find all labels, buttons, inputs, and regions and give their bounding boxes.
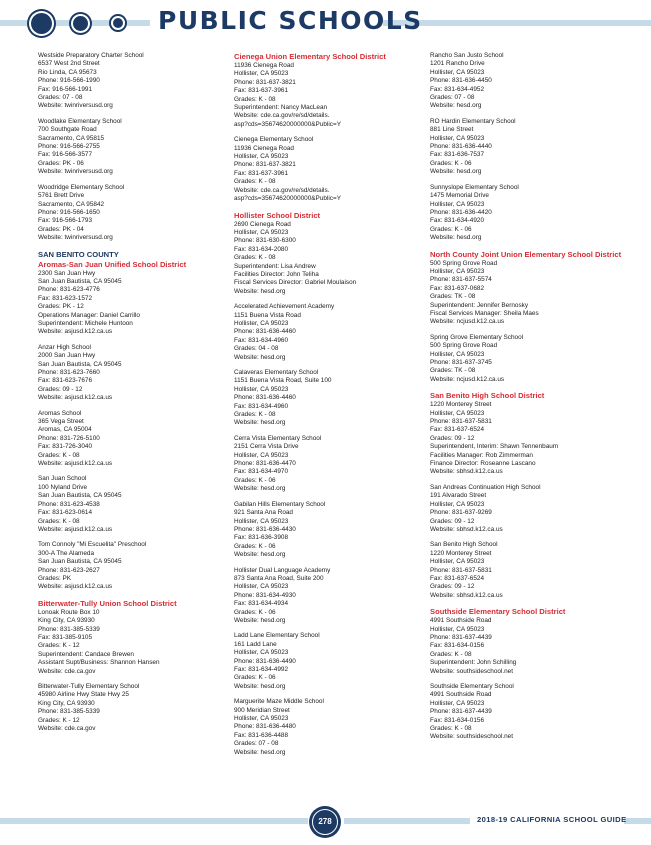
entry-line: Grades: K - 08 <box>430 650 472 658</box>
entry-line: Fax: 831-637-3961 <box>234 169 289 177</box>
entry-line: Fax: 831-637-6524 <box>430 574 485 582</box>
school-entry <box>430 334 630 384</box>
entry-line: Website: southsideschool.net <box>430 733 514 741</box>
school-entry <box>234 632 419 691</box>
school-entry <box>38 475 223 534</box>
guide-title: 2018-19 CALIFORNIA SCHOOL GUIDE <box>477 815 627 824</box>
entry-line: Hollister, CA 95023 <box>430 68 485 76</box>
entry-line: Website: cde.ca.gov/re/sd/details. <box>234 112 330 120</box>
county-heading: SAN BENITO COUNTY <box>38 249 119 259</box>
entry-line: 2000 San Juan Hwy <box>38 352 96 360</box>
entry-line: Woodlake Elementary School <box>38 117 122 125</box>
entry-line: Hollister, CA 95023 <box>430 699 485 707</box>
entry-line: Fax: 831-636-3908 <box>234 534 289 542</box>
header-rule-right <box>383 20 651 26</box>
entry-line: Phone: 831-636-4420 <box>430 208 492 216</box>
district-heading: San Benito High School District <box>430 391 545 401</box>
entry-line: Finance Director: Roseanne Lascano <box>430 460 536 468</box>
entry-line: Grades: K - 06 <box>234 476 276 484</box>
entry-line: Hollister, CA 95023 <box>234 517 289 525</box>
school-entry <box>234 698 419 757</box>
entry-line: King City, CA 93930 <box>38 617 95 625</box>
entry-line: Phone: 831-637-9269 <box>430 509 492 517</box>
entry-line: 2690 Cienega Road <box>234 220 291 228</box>
page-number: 278 <box>312 809 338 835</box>
entry-line: Westside Preparatory Charter School <box>38 52 144 59</box>
entry-line: Fax: 916-566-1793 <box>38 217 93 225</box>
entry-group <box>430 617 630 742</box>
entry-group <box>430 401 630 600</box>
district-heading: Southside Elementary School District <box>430 607 566 617</box>
entry-line: Website: cde.ca.gov <box>38 725 96 733</box>
entry-line: Superintendent, Interim: Shawn Tennenbaum <box>430 443 559 451</box>
school-entry <box>234 136 419 203</box>
entry-line: San Juan Bautista, CA 95045 <box>38 558 122 566</box>
entry-line: 6537 West 2nd Street <box>38 60 100 68</box>
entry-line: Grades: K - 08 <box>38 517 80 525</box>
column-3 <box>430 52 630 749</box>
entry-line: Phone: 831-636-4440 <box>430 143 492 151</box>
district-heading: North County Joint Union Elementary School District <box>430 249 622 259</box>
school-entry <box>38 344 223 403</box>
entry-line: Phone: 831-637-3821 <box>234 78 296 86</box>
entry-line: 921 Santa Ana Road <box>234 509 293 517</box>
district-heading: Aromas-San Juan Unified School District <box>38 259 187 269</box>
entry-line: 5761 Brett Drive <box>38 192 85 200</box>
entry-line: Cienega Elementary School <box>234 136 314 144</box>
entry-line: Phone: 916-566-1990 <box>38 77 100 85</box>
entry-line: Woodridge Elementary School <box>38 183 125 191</box>
entry-line: Hollister, CA 95023 <box>234 228 289 236</box>
entry-line: Website: hesd.org <box>430 234 482 242</box>
entry-line: San Benito High School <box>430 541 498 549</box>
entry-line: Grades: K - 06 <box>430 159 472 167</box>
entry-line: Hollister, CA 95023 <box>234 583 289 591</box>
entry-line: Fax: 831-634-4992 <box>234 666 289 673</box>
entry-line: Phone: 831-623-7660 <box>38 369 100 376</box>
entry-group <box>234 62 419 204</box>
school-entry <box>234 435 419 494</box>
entry-line: Website: hesd.org <box>234 353 286 361</box>
entry-line: Hollister, CA 95023 <box>430 625 485 633</box>
entry-line: 365 Vega Street <box>38 418 84 426</box>
school-entry <box>38 270 223 337</box>
entry-line: Hollister, CA 95023 <box>234 649 289 657</box>
entry-line: Fax: 831-636-7537 <box>430 151 485 159</box>
entry-line: Phone: 831-623-4538 <box>38 500 100 508</box>
entry-line: 500 Spring Grove Road <box>430 259 498 267</box>
entry-line: San Juan Bautista, CA 95045 <box>38 360 122 368</box>
entry-line: Aromas School <box>38 409 82 417</box>
entry-line: Hollister, CA 95023 <box>234 153 289 161</box>
entry-line: Hollister, CA 95023 <box>430 350 485 358</box>
school-entry <box>38 184 223 243</box>
entry-line: Grades: PK - 06 <box>38 159 84 167</box>
entry-line: Website: hesd.org <box>234 682 286 690</box>
entry-line: Hollister, CA 95023 <box>430 134 485 142</box>
footer-rule-left <box>0 818 308 824</box>
page-title: PUBLIC SCHOOLS <box>158 6 423 35</box>
entry-line: Grades: K - 12 <box>38 642 80 650</box>
entry-line: Grades: 09 - 12 <box>38 385 83 393</box>
entry-line: San Juan Bautista, CA 95045 <box>38 277 122 285</box>
entry-line: Fax: 831-636-4488 <box>234 731 289 739</box>
entry-group <box>38 609 223 734</box>
entry-line: 1151 Buena Vista Road, Suite 100 <box>234 377 332 385</box>
school-entry <box>430 401 630 477</box>
school-entry <box>38 609 223 676</box>
entry-line: Fax: 831-634-2080 <box>234 245 289 253</box>
entry-line: Fax: 831-637-3961 <box>234 87 289 95</box>
entry-line: 500 Spring Grove Road <box>430 342 498 350</box>
school-entry <box>38 118 223 177</box>
entry-line: Website: twinriversusd.org <box>38 234 113 242</box>
entry-line: Phone: 831-636-4450 <box>430 77 492 85</box>
entry-line: King City, CA 93930 <box>38 699 95 707</box>
school-entry <box>430 118 630 177</box>
school-entry <box>430 52 630 111</box>
entry-line: Grades: K - 08 <box>38 451 80 459</box>
school-entry <box>234 62 419 129</box>
entry-line: Superintendent: Michele Huntoon <box>38 319 133 327</box>
school-entry <box>38 683 223 733</box>
entry-line: Operations Manager: Daniel Carrillo <box>38 311 140 319</box>
entry-line: Fax: 831-634-4960 <box>234 402 289 410</box>
entry-line: Website: hesd.org <box>234 616 286 624</box>
entry-line: 700 Southgate Road <box>38 126 97 134</box>
entry-line: Hollister, CA 95023 <box>234 451 289 459</box>
entry-line: Fax: 831-623-1572 <box>38 294 93 302</box>
entry-line: Website: hesd.org <box>234 287 286 295</box>
entry-line: 873 Santa Ana Road, Suite 200 <box>234 574 324 582</box>
entry-line: Fax: 831-726-3040 <box>38 443 93 451</box>
school-entry <box>234 501 419 560</box>
entry-line: Phone: 831-637-3745 <box>430 359 492 366</box>
page-number-badge <box>309 806 341 838</box>
entry-line: Phone: 831-637-4439 <box>430 633 492 641</box>
school-entry <box>430 484 630 534</box>
entry-line: Fax: 831-634-4970 <box>234 468 289 476</box>
entry-line: asp?cds=35674620000000&Public=Y <box>234 120 341 128</box>
entry-line: Grades: 07 - 08 <box>38 94 83 102</box>
entry-line: Grades: PK <box>38 574 72 582</box>
entry-line: Grades: K - 06 <box>430 225 472 233</box>
entry-line: Anzar High School <box>38 343 91 351</box>
entry-line: 11936 Cienega Road <box>234 144 294 152</box>
school-entry <box>38 52 223 111</box>
entry-line: Website: cde.ca.gov <box>38 667 96 675</box>
entry-line: Phone: 916-566-1650 <box>38 208 100 216</box>
district-heading: Cienega Union Elementary School District <box>234 52 386 61</box>
entry-line: Website: twinriversusd.org <box>38 168 113 176</box>
entry-group <box>234 221 419 758</box>
school-entry <box>430 541 630 600</box>
entry-line: Grades: K - 06 <box>234 608 276 616</box>
footer-rule-middle <box>344 818 470 824</box>
entry-line: Cerra Vista Elementary School <box>234 434 322 442</box>
entry-line: Phone: 916-566-2755 <box>38 143 100 151</box>
entry-line: Website: asjusd.k12.ca.us <box>38 525 113 533</box>
entry-line: Website: hesd.org <box>234 485 286 493</box>
entry-line: Superintendent: John Schilling <box>430 659 517 667</box>
entry-line: Grades: 09 - 12 <box>430 517 475 525</box>
entry-line: Website: hesd.org <box>234 551 286 559</box>
entry-line: Superintendent: Jennifer Bernosky <box>430 301 529 309</box>
entry-line: Fiscal Services Manager: Sheila Maes <box>430 309 539 317</box>
entry-line: 100 Nyland Drive <box>38 483 88 491</box>
entry-line: Fax: 831-634-4952 <box>430 85 485 93</box>
entry-line: Website: asjusd.k12.ca.us <box>38 460 113 468</box>
entry-line: 161 Ladd Lane <box>234 640 277 648</box>
entry-line: Tom Connoly "Mi Escuelita" Preschool <box>38 541 147 549</box>
entry-line: 11936 Cienega Road <box>234 62 294 69</box>
entry-line: 2151 Cerra Vista Drive <box>234 443 299 451</box>
entry-line: Hollister, CA 95023 <box>234 319 289 327</box>
entry-line: Facilities Director: John Teliha <box>234 270 319 278</box>
entry-line: Sacramento, CA 95842 <box>38 200 105 208</box>
entry-line: Website: sbhsd.k12.ca.us <box>430 525 503 533</box>
entry-line: Hollister, CA 95023 <box>430 409 485 417</box>
entry-line: Website: sbhsd.k12.ca.us <box>430 468 503 476</box>
district-heading: Hollister School District <box>234 210 321 220</box>
entry-line: Grades: K - 06 <box>234 674 276 682</box>
entry-line: Grades: 09 - 12 <box>430 583 475 591</box>
header-circle-icon <box>69 12 92 35</box>
entry-line: 4991 Southside Road <box>430 691 492 699</box>
entry-line: Fax: 831-634-4960 <box>234 336 289 344</box>
entry-line: Hollister, CA 95023 <box>430 500 485 508</box>
district-heading: Bitterwater-Tully Union School District <box>38 598 177 608</box>
entry-line: Spring Grove Elementary School <box>430 333 524 341</box>
entry-line: Phone: 831-726-5100 <box>38 434 100 442</box>
entry-line: Phone: 831-636-4430 <box>234 525 296 533</box>
school-entry <box>38 410 223 469</box>
entry-line: Grades: 07 - 08 <box>234 740 279 748</box>
entry-line: 1220 Monterey Street <box>430 401 492 409</box>
entry-line: 191 Alvarado Street <box>430 492 487 500</box>
entry-line: Grades: 04 - 08 <box>234 345 279 353</box>
school-entry <box>234 567 419 626</box>
school-entry <box>234 221 419 297</box>
entry-line: Facilities Manager: Rob Zimmerman <box>430 451 533 459</box>
entry-line: Fax: 831-637-6524 <box>430 426 485 434</box>
header-circle-icon <box>109 14 127 32</box>
entry-line: 881 Line Street <box>430 126 474 134</box>
entry-line: Phone: 831-636-4470 <box>234 460 296 468</box>
entry-line: Phone: 831-636-4480 <box>234 723 296 731</box>
entry-line: Phone: 831-623-2627 <box>38 566 100 574</box>
entry-line: Hollister, CA 95023 <box>430 200 485 208</box>
entry-line: Assistant Supt/Business: Shannon Hansen <box>38 659 160 667</box>
school-entry <box>234 303 419 362</box>
entry-line: Grades: 07 - 08 <box>430 94 475 102</box>
entry-line: Gabilan Hills Elementary School <box>234 500 326 508</box>
entry-line: Website: asjusd.k12.ca.us <box>38 394 113 402</box>
entry-line: Superintendent: Nancy MacLean <box>234 104 328 112</box>
entry-line: Grades: K - 08 <box>234 254 276 262</box>
entry-line: Hollister, CA 95023 <box>234 70 289 78</box>
entry-line: Fax: 831-623-0614 <box>38 509 93 517</box>
entry-line: Fax: 831-634-0156 <box>430 716 485 724</box>
entry-line: Grades: TK - 08 <box>430 293 476 301</box>
entry-line: Ladd Lane Elementary School <box>234 632 320 640</box>
entry-line: Grades: 09 - 12 <box>430 434 475 442</box>
entry-line: 1475 Memorial Drive <box>430 192 489 200</box>
entry-line: Sacramento, CA 95815 <box>38 134 105 142</box>
entry-line: Rio Linda, CA 95673 <box>38 68 97 76</box>
entry-group <box>38 270 223 592</box>
entry-line: Hollister, CA 95023 <box>234 715 289 723</box>
entry-line: Website: hesd.org <box>430 168 482 176</box>
column-1 <box>38 52 223 740</box>
entry-group <box>430 52 630 243</box>
entry-line: Phone: 831-630-6300 <box>234 237 296 245</box>
entry-line: Website: southsideschool.net <box>430 667 514 675</box>
entry-line: Bitterwater-Tully Elementary School <box>38 683 140 690</box>
entry-line: Superintendent: Candace Brewen <box>38 650 134 658</box>
entry-line: Phone: 831-636-4460 <box>234 328 296 336</box>
entry-line: Website: hesd.org <box>430 102 482 110</box>
entry-line: Hollister Dual Language Academy <box>234 566 331 574</box>
school-entry <box>430 683 630 742</box>
entry-line: Grades: K - 08 <box>430 725 472 733</box>
entry-line: Fax: 831-637-0682 <box>430 284 485 292</box>
entry-line: 900 Meridian Street <box>234 706 290 714</box>
entry-line: Grades: K - 06 <box>234 542 276 550</box>
entry-line: Website: hesd.org <box>234 419 286 427</box>
entry-line: Grades: PK - 12 <box>38 303 84 311</box>
entry-line: San Juan Bautista, CA 95045 <box>38 492 122 500</box>
entry-line: Fax: 831-634-0156 <box>430 642 485 650</box>
entry-line: 45980 Airline Hwy State Hwy 25 <box>38 691 129 699</box>
entry-line: Phone: 831-385-5339 <box>38 625 100 633</box>
entry-line: Phone: 831-634-4930 <box>234 591 296 599</box>
entry-line: Website: twinriversusd.org <box>38 102 113 110</box>
entry-line: 1220 Monterey Street <box>430 549 492 557</box>
entry-line: Fax: 831-385-9105 <box>38 633 93 641</box>
entry-line: Hollister, CA 95023 <box>430 267 485 275</box>
entry-line: 4991 Southside Road <box>430 617 492 625</box>
entry-line: Phone: 831-637-4439 <box>430 708 492 716</box>
entry-line: Fax: 831-634-4920 <box>430 217 485 225</box>
entry-line: Grades: K - 08 <box>234 95 276 103</box>
entry-group <box>430 260 630 385</box>
entry-line: Grades: K - 12 <box>38 716 80 724</box>
entry-group <box>38 52 223 243</box>
entry-line: Fax: 916-566-3577 <box>38 151 93 159</box>
entry-line: Hollister, CA 95023 <box>234 385 289 393</box>
entry-line: Website: asjusd.k12.ca.us <box>38 583 113 591</box>
entry-line: Website: ncjusd.k12.ca.us <box>430 318 505 326</box>
entry-line: Superintendent: Lisa Andrew <box>234 262 316 270</box>
entry-line: Hollister, CA 95023 <box>430 558 485 566</box>
school-entry <box>430 617 630 676</box>
entry-line: Website: asjusd.k12.ca.us <box>38 328 113 336</box>
footer-rule-right <box>624 818 651 824</box>
entry-line: Southside Elementary School <box>430 683 514 690</box>
entry-line: Grades: K - 08 <box>234 411 276 419</box>
school-entry <box>38 541 223 591</box>
entry-line: 1201 Rancho Drive <box>430 60 485 68</box>
entry-line: Phone: 831-385-5339 <box>38 708 100 716</box>
entry-line: Marguerite Maze Middle School <box>234 698 324 706</box>
entry-line: Fiscal Services Director: Gabriel Moulaison <box>234 279 357 287</box>
entry-line: Website: sbhsd.k12.ca.us <box>430 591 503 599</box>
entry-line: Phone: 831-637-5831 <box>430 418 492 426</box>
entry-line: Phone: 831-637-5831 <box>430 566 492 574</box>
entry-line: RO Hardin Elementary School <box>430 117 516 125</box>
school-entry <box>430 260 630 327</box>
entry-line: Sunnyslope Elementary School <box>430 183 519 191</box>
entry-line: San Andreas Continuation High School <box>430 483 541 491</box>
entry-line: Phone: 831-623-4776 <box>38 286 100 294</box>
header-circle-icon <box>27 9 56 38</box>
entry-line: Phone: 831-637-5574 <box>430 276 492 284</box>
entry-line: 1151 Buena Vista Road <box>234 311 301 319</box>
entry-line: asp?cds=35674620000000&Public=Y <box>234 195 341 203</box>
entry-line: Phone: 831-636-4490 <box>234 657 296 665</box>
entry-line: Accelerated Achievement Academy <box>234 303 335 311</box>
entry-line: Lonoak Route Box 10 <box>38 608 100 616</box>
entry-line: Fax: 831-634-4934 <box>234 600 289 608</box>
entry-line: Website: ncjusd.k12.ca.us <box>430 375 505 383</box>
entry-line: 300-A The Alameda <box>38 549 95 557</box>
entry-line: Website: hesd.org <box>234 748 286 756</box>
entry-line: Grades: TK - 08 <box>430 367 476 375</box>
entry-line: Phone: 831-636-4460 <box>234 394 296 402</box>
entry-line: Website: cde.ca.gov/re/sd/details. <box>234 186 330 194</box>
school-entry <box>234 369 419 428</box>
school-entry <box>430 184 630 243</box>
entry-line: Fax: 831-623-7676 <box>38 377 93 385</box>
entry-line: Rancho San Justo School <box>430 52 504 59</box>
entry-line: Phone: 831-637-3821 <box>234 161 296 169</box>
entry-line: Fax: 916-566-1991 <box>38 85 93 93</box>
entry-line: San Juan School <box>38 475 87 483</box>
entry-line: Grades: K - 08 <box>234 178 276 186</box>
entry-line: Grades: PK - 04 <box>38 225 84 233</box>
entry-line: Calaveras Elementary School <box>234 369 319 376</box>
column-2 <box>234 52 419 764</box>
entry-line: 2300 San Juan Hwy <box>38 269 96 277</box>
entry-line: Aromas, CA 95004 <box>38 426 92 434</box>
